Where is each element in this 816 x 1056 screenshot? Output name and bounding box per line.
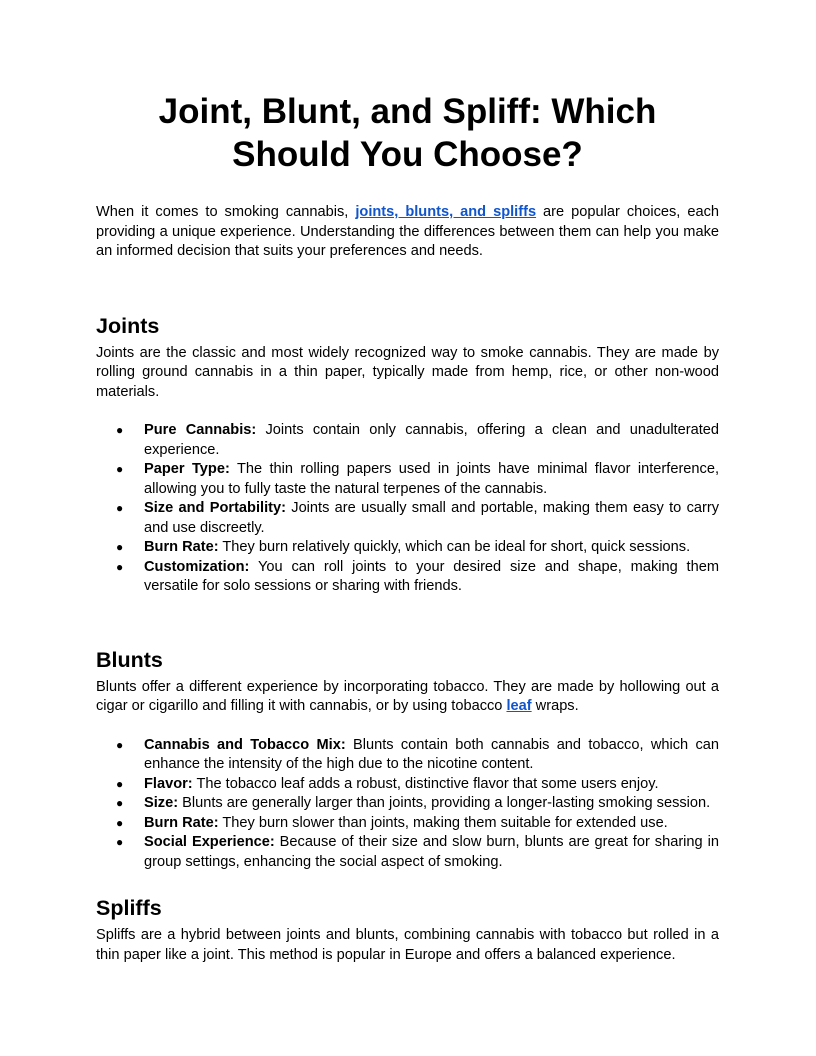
list-item-term: Size and Portability: bbox=[144, 500, 286, 516]
blunts-list bbox=[96, 736, 719, 873]
bullet-icon: ● bbox=[116, 462, 124, 476]
bullet-icon: ● bbox=[116, 737, 124, 752]
bullet-icon: ● bbox=[116, 559, 124, 574]
list-item-text: Joints contain only cannabis, offering a clean and unadulterated experience. bbox=[144, 422, 719, 458]
joints-paragraph: Joints are the classic and most widely recognized way to smoke cannabis. They are made by rolling ground cannabis in a thin paper, typically made from hemp, rice, or other non-wood materials. bbox=[96, 344, 719, 400]
list-item-text: Blunts contain both cannabis and tobacco, which can enhance the intensity of the high due to the nicotine content. bbox=[144, 736, 719, 772]
list-item-term: Customization: bbox=[144, 558, 250, 575]
list-item-term: Burn Rate: bbox=[144, 539, 219, 555]
list-item-text: They burn slower than joints, making them suitable for extended use. bbox=[218, 814, 668, 831]
list-item bbox=[96, 736, 719, 775]
document-page bbox=[96, 90, 719, 965]
section-heading-joints: Joints bbox=[96, 313, 160, 338]
list-item-term: Size: bbox=[144, 795, 179, 811]
list-item-text: The thin rolling papers used in joints have minimal flavor interference, allowing you to fully taste the natural terpenes of the cannabis. bbox=[144, 461, 720, 497]
intro-paragraph bbox=[96, 203, 719, 262]
joints-blunts-spliffs-link[interactable]: joints, blunts, and spliffs bbox=[355, 204, 537, 220]
intro-text-before-link: When it comes to smoking cannabis, bbox=[96, 204, 356, 220]
joints-list bbox=[96, 421, 719, 597]
list-item bbox=[96, 833, 719, 872]
list-item-text: Because of their size and slow burn, blunts are great for sharing in group settings, enhancing the social aspect of smoking. bbox=[144, 834, 719, 870]
leaf-link[interactable]: leaf bbox=[506, 698, 532, 714]
list-item-term: Burn Rate: bbox=[144, 814, 219, 831]
list-item bbox=[96, 538, 719, 558]
list-item bbox=[96, 499, 719, 538]
intro-text-after-link: are popular choices, each providing a unique experience. Understanding the differences between them can help you make an informed decision that suits your preferences and needs. bbox=[96, 204, 719, 259]
bullet-icon: ● bbox=[116, 776, 124, 791]
list-item-term: Cannabis and Tobacco Mix: bbox=[144, 736, 346, 753]
list-item bbox=[96, 794, 719, 814]
list-item-term: Pure Cannabis: bbox=[144, 422, 257, 438]
list-item-text: They burn relatively quickly, which can be ideal for short, quick sessions. bbox=[218, 539, 691, 555]
bullet-icon: ● bbox=[116, 501, 124, 515]
list-item bbox=[96, 814, 719, 834]
bullet-icon: ● bbox=[116, 796, 124, 810]
blunts-text-after-link: wraps. bbox=[531, 698, 579, 714]
section-heading-spliffs: Spliffs bbox=[96, 896, 162, 920]
list-item-term: Flavor: bbox=[144, 775, 193, 792]
list-item-term: Social Experience: bbox=[144, 834, 275, 850]
list-item-text: The tobacco leaf adds a robust, distinctive flavor that some users enjoy. bbox=[192, 775, 659, 792]
list-item bbox=[96, 775, 719, 795]
bullet-icon: ● bbox=[116, 423, 124, 437]
page-title: Joint, Blunt, and Spliff: Which Should You Choose? bbox=[158, 92, 657, 174]
list-item bbox=[96, 558, 719, 597]
bullet-icon: ● bbox=[116, 815, 124, 830]
list-item-text: Blunts are generally larger than joints, providing a longer-lasting smoking session. bbox=[178, 795, 711, 811]
bullet-icon: ● bbox=[116, 540, 124, 554]
list-item bbox=[96, 421, 719, 460]
list-item-text: You can roll joints to your desired size and shape, making them versatile for solo sessions or sharing with friends. bbox=[144, 558, 719, 594]
blunts-paragraph bbox=[96, 678, 719, 717]
section-heading-blunts: Blunts bbox=[96, 647, 163, 672]
bullet-icon: ● bbox=[116, 835, 124, 849]
list-item-term: Paper Type: bbox=[144, 461, 230, 477]
spliffs-paragraph: Spliffs are a hybrid between joints and blunts, combining cannabis with tobacco but rolled in a thin paper like a joint. This method is popular in Europe and offers a balanced experience. bbox=[96, 927, 719, 963]
blunts-text-before-link: Blunts offer a different experience by incorporating tobacco. They are made by hollowing out a cigar or cigarillo and filling it with cannabis, or by using tobacco bbox=[96, 678, 719, 714]
list-item bbox=[96, 460, 719, 499]
list-item-text: Joints are usually small and portable, making them easy to carry and use discreetly. bbox=[144, 500, 719, 536]
